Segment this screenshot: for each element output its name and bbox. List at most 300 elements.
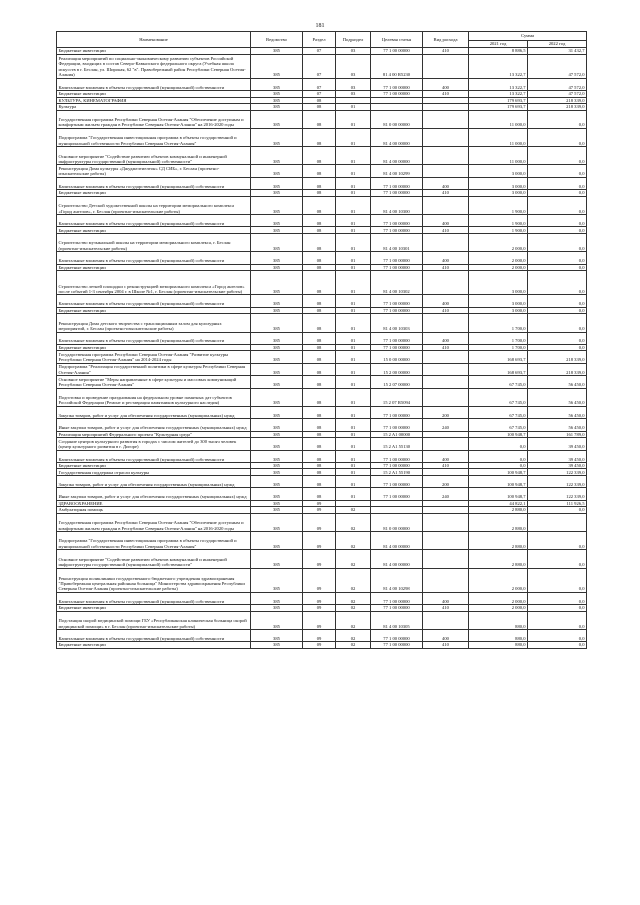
row-year-2: 122 339,0 [528,488,587,500]
row-csr: 81 4 00 10299 [371,165,423,177]
row-razdel: 08 [303,97,336,104]
row-name: Бюджетные инвестиции [57,48,251,55]
row-razdel: 07 [303,48,336,55]
row-ved: 385 [251,475,303,487]
row-razdel: 09 [303,642,336,649]
row-podrazdel: 01 [336,438,371,450]
row-razdel: 08 [303,462,336,469]
row-vr [423,351,469,363]
row-ved: 385 [251,271,303,295]
table-row [57,147,587,165]
row-vr: 410 [423,462,469,469]
row-csr: 77 1 00 00000 [371,227,423,234]
table-row [57,314,587,332]
row-ved: 385 [251,500,303,507]
row-vr: 410 [423,605,469,612]
row-ved: 385 [251,48,303,55]
row-vr [423,438,469,450]
table-row [57,419,587,431]
table-row [57,642,587,649]
row-vr [423,532,469,550]
row-csr: 77 1 00 00000 [371,190,423,197]
table-row [57,629,587,641]
row-year-1: 3 000,0 [469,295,528,307]
row-ved: 385 [251,469,303,476]
row-razdel: 08 [303,388,336,406]
row-razdel: 08 [303,104,336,111]
row-year-1: 880,0 [469,629,528,641]
row-year-1: 2 000,0 [469,568,528,592]
row-ved: 385 [251,97,303,104]
row-name: Закупка товаров, работ и услуг для обеспечения государственных (муниципальных) нужд [57,475,251,487]
row-year-1: 100 948,7 [469,431,528,438]
row-ved: 385 [251,295,303,307]
row-year-1: 2 000,0 [469,605,528,612]
row-razdel: 08 [303,196,336,214]
table-row [57,406,587,418]
row-razdel: 08 [303,233,336,251]
row-podrazdel: 02 [336,642,371,649]
row-year-2: 47 572,0 [528,78,587,90]
row-year-2: 0,0 [528,314,587,332]
table-row [57,351,587,363]
row-ved: 385 [251,196,303,214]
row-razdel: 09 [303,507,336,514]
row-year-2: 218 339,0 [528,351,587,363]
row-name: Капитальные вложения в объекты государственной (муниципальной) собственности [57,629,251,641]
row-name: Реализация мероприятий по социально-экономическому развитию субъектов Российской Федерации, входящих в состав Северо-Кавказского федерального округа (Учебная школа искусств в г. Беслан, ул. Широкая, 62 "в". Правобережный район Республики Северная Осетия-Алания) [57,54,251,78]
row-year-2: 0,0 [528,611,587,629]
row-razdel: 08 [303,295,336,307]
row-vr [423,147,469,165]
row-ved: 385 [251,128,303,146]
row-vr: 410 [423,264,469,271]
row-year-1: 3 000,0 [469,307,528,314]
row-year-1: 3 000,0 [469,190,528,197]
row-ved: 385 [251,165,303,177]
row-vr: 410 [423,227,469,234]
row-name: Подстанция скорой медицинской помощи ГБУ «Республиканская клиническая больница скорой медицинской помощи» в г. Беслан (проектно-изыскательские работы) [57,611,251,629]
row-year-2: 47 572,0 [528,54,587,78]
row-year-1: 13 322,7 [469,78,528,90]
row-ved: 385 [251,450,303,462]
row-ved: 385 [251,363,303,375]
row-name: Капитальные вложения в объекты государственной (муниципальной) собственности [57,78,251,90]
row-year-2: 0,0 [528,550,587,568]
row-csr: 77 1 00 00000 [371,295,423,307]
row-podrazdel: 01 [336,165,371,177]
row-name: Капитальные вложения в объекты государственной (муниципальной) собственности [57,252,251,264]
row-csr: 15 2 A1 00000 [371,431,423,438]
row-ved: 385 [251,104,303,111]
row-razdel: 09 [303,611,336,629]
row-year-1: 0,0 [469,450,528,462]
row-name: Бюджетные инвестиции [57,264,251,271]
row-podrazdel: 03 [336,54,371,78]
header-vr: Вид расхода [423,32,469,48]
row-vr [423,376,469,388]
table-row [57,532,587,550]
row-year-1: 11 000,0 [469,128,528,146]
row-year-1: 1 700,0 [469,344,528,351]
row-year-1: 1 900,0 [469,227,528,234]
row-name: Подпрограмма "Государственная инвестиционная программа в объекты государственной и муниципальной собственности Республики Северная Осетия-Алания" [57,532,251,550]
row-razdel: 09 [303,629,336,641]
row-name: Реконструкция поликлиники государственного бюджетного учреждения здравоохранения "Правобережная центральная районная больница" Министерства здравоохранения Республики Северная Осетия-Алания (проектно-изыскательские работы) [57,568,251,592]
row-csr: 77 1 00 00000 [371,488,423,500]
row-year-2: 56 450,0 [528,406,587,418]
row-ved: 385 [251,227,303,234]
row-podrazdel: 01 [336,196,371,214]
row-ved: 385 [251,91,303,98]
row-name: КУЛЬТУРА, КИНЕМАТОГРАФИЯ [57,97,251,104]
row-name: Строительство Детской художественной школы на территории мемориального комплекса «Город ангелов», г. Беслан (проектно-изыскательские работы) [57,196,251,214]
row-year-2: 218 339,0 [528,97,587,104]
row-ved: 385 [251,54,303,78]
row-podrazdel: 01 [336,233,371,251]
row-name: Капитальные вложения в объекты государственной (муниципальной) собственности [57,450,251,462]
row-year-2: 0,0 [528,177,587,189]
row-year-2: 0,0 [528,264,587,271]
row-ved: 385 [251,513,303,531]
row-vr: 400 [423,450,469,462]
row-razdel: 08 [303,344,336,351]
row-podrazdel: 01 [336,271,371,295]
row-year-2: 0,0 [528,252,587,264]
row-podrazdel: 01 [336,462,371,469]
row-year-1: 2 000,0 [469,592,528,604]
row-year-1: 8 886,5 [469,48,528,55]
row-year-2: 0,0 [528,233,587,251]
row-year-1: 1 900,0 [469,215,528,227]
row-podrazdel: 01 [336,307,371,314]
row-year-2: 0,0 [528,215,587,227]
row-razdel: 08 [303,363,336,375]
row-year-1: 0,0 [469,438,528,450]
row-name: Реконструкция Дома культуры «Джуджелтиелеон» СД СИБ», г. Беслан (проектно-изыскательские работы) [57,165,251,177]
row-podrazdel: 01 [336,252,371,264]
row-year-2: 0,0 [528,295,587,307]
row-ved: 385 [251,611,303,629]
row-name: Иные закупки товаров, работ и услуг для обеспечения государственных (муниципальных) нужд [57,488,251,500]
row-razdel: 08 [303,376,336,388]
row-podrazdel: 02 [336,550,371,568]
row-csr: 77 1 00 00000 [371,406,423,418]
row-name: Бюджетные инвестиции [57,307,251,314]
row-ved: 385 [251,419,303,431]
row-vr: 410 [423,48,469,55]
table-row [57,271,587,295]
row-csr: 77 1 00 00000 [371,642,423,649]
row-razdel: 09 [303,500,336,507]
row-year-1: 179 693,7 [469,97,528,104]
row-razdel: 08 [303,264,336,271]
row-vr: 200 [423,475,469,487]
row-csr: 81 4 00 10305 [371,611,423,629]
row-ved: 385 [251,532,303,550]
row-year-2: 0,0 [528,642,587,649]
row-name: Реконструкция Дома детского творчества с трансляционным залом для культурных мероприятий, г. Беслан (проектно-изыскательские работы) [57,314,251,332]
row-vr: 400 [423,295,469,307]
row-csr: 81 0 00 00000 [371,513,423,531]
row-year-2: 47 572,0 [528,91,587,98]
row-csr: 77 1 00 00000 [371,215,423,227]
row-ved: 385 [251,314,303,332]
row-name: Капитальные вложения в объекты государственной (муниципальной) собственности [57,332,251,344]
row-ved: 385 [251,462,303,469]
row-ved: 385 [251,568,303,592]
row-year-2: 122 339,0 [528,469,587,476]
row-vr: 240 [423,488,469,500]
row-csr: 81 4 00 00000 [371,550,423,568]
row-vr [423,165,469,177]
row-podrazdel: 02 [336,507,371,514]
row-name: Бюджетные инвестиции [57,344,251,351]
row-year-1: 168 693,7 [469,363,528,375]
row-ved: 385 [251,147,303,165]
row-razdel: 08 [303,165,336,177]
row-razdel: 08 [303,227,336,234]
row-year-1: 2 880,0 [469,513,528,531]
row-razdel: 09 [303,568,336,592]
row-razdel: 08 [303,431,336,438]
row-year-1: 13 322,7 [469,91,528,98]
row-vr: 200 [423,406,469,418]
table-row [57,611,587,629]
row-ved: 385 [251,388,303,406]
row-year-2: 0,0 [528,532,587,550]
row-year-2: 0,0 [528,196,587,214]
row-name: Строительство летней площадки с реконструкцией мемориального комплекса «Город ангелов» после событий 1-3 сентября 2004 г. в Школе №1, г. Беслан (проектно-изыскательские работы) [57,271,251,295]
row-ved: 385 [251,406,303,418]
table-row [57,592,587,604]
row-csr: 77 1 00 00000 [371,450,423,462]
row-vr: 410 [423,307,469,314]
row-podrazdel: 01 [336,128,371,146]
row-year-2: 31 432,7 [528,48,587,55]
row-year-2: 56 450,0 [528,388,587,406]
row-csr: 77 1 00 00000 [371,419,423,431]
row-year-1: 880,0 [469,642,528,649]
row-name: Иные закупки товаров, работ и услуг для обеспечения государственных (муниципальных) нужд [57,419,251,431]
row-name: Государственная программа Республики Северная Осетия-Алания "Обеспечение доступным и комфортным жильем граждан в Республике Северная Осетия-Алания" на 2016-2020 годы [57,513,251,531]
row-ved: 385 [251,110,303,128]
row-csr: 81 4 00 R5230 [371,54,423,78]
row-year-1: 2 880,0 [469,550,528,568]
row-csr: 81 0 00 00000 [371,110,423,128]
row-year-2: 161 789,0 [528,431,587,438]
table-row [57,110,587,128]
row-razdel: 08 [303,307,336,314]
row-csr: 77 1 00 00000 [371,592,423,604]
row-ved: 385 [251,629,303,641]
row-name: Подпрограмма "Государственная инвестиционная программа в объекты государственной и муниципальной собственности Республики Северная Осетия-Алания" [57,128,251,146]
row-podrazdel: 01 [336,332,371,344]
row-year-1: 179 693,7 [469,104,528,111]
row-csr: 77 1 00 00000 [371,252,423,264]
row-ved: 385 [251,488,303,500]
row-ved: 385 [251,190,303,197]
table-row [57,450,587,462]
row-year-2: 56 450,0 [528,419,587,431]
row-razdel: 08 [303,488,336,500]
row-podrazdel: 02 [336,611,371,629]
row-year-1: 3 000,0 [469,165,528,177]
row-razdel: 09 [303,592,336,604]
row-csr: 77 1 00 00000 [371,475,423,487]
row-vr: 400 [423,332,469,344]
row-podrazdel: 01 [336,110,371,128]
row-ved: 385 [251,264,303,271]
row-year-1: 11 000,0 [469,147,528,165]
row-razdel: 08 [303,406,336,418]
row-razdel: 08 [303,475,336,487]
row-vr: 400 [423,629,469,641]
row-csr: 81 4 00 10302 [371,271,423,295]
row-podrazdel: 01 [336,363,371,375]
row-vr [423,611,469,629]
row-year-2: 0,0 [528,227,587,234]
row-ved: 385 [251,78,303,90]
row-year-1: 2 000,0 [469,264,528,271]
row-vr [423,196,469,214]
table-row [57,376,587,388]
row-csr: 77 1 00 00000 [371,91,423,98]
row-vr: 410 [423,642,469,649]
row-year-1: 11 000,0 [469,110,528,128]
row-razdel: 08 [303,110,336,128]
row-csr: 15 2 A1 55190 [371,469,423,476]
row-razdel: 08 [303,147,336,165]
budget-table [56,31,587,649]
row-vr [423,110,469,128]
table-row [57,568,587,592]
row-podrazdel: 01 [336,376,371,388]
table-row [57,332,587,344]
row-podrazdel: 02 [336,592,371,604]
row-vr [423,388,469,406]
row-ved: 385 [251,332,303,344]
row-name: Капитальные вложения в объекты государственной (муниципальной) собственности [57,592,251,604]
row-csr: 77 1 00 00000 [371,78,423,90]
row-ved: 385 [251,215,303,227]
row-podrazdel: 01 [336,147,371,165]
row-year-1: 67 745,0 [469,388,528,406]
row-csr: 15 2 A1 55130 [371,438,423,450]
row-vr [423,513,469,531]
row-ved: 385 [251,376,303,388]
table-row [57,388,587,406]
table-row [57,475,587,487]
table-row [57,54,587,78]
row-ved: 385 [251,177,303,189]
row-ved: 385 [251,642,303,649]
row-razdel: 08 [303,419,336,431]
table-row [57,215,587,227]
table-row [57,550,587,568]
row-name: Бюджетные инвестиции [57,227,251,234]
row-podrazdel: 01 [336,475,371,487]
row-name: Капитальные вложения в объекты государственной (муниципальной) собственности [57,295,251,307]
row-podrazdel: 01 [336,388,371,406]
row-ved: 385 [251,233,303,251]
row-year-2: 0,0 [528,629,587,641]
row-name: Создание центров культурного развития в городах с числом жителей до 300 тысяч человек (центр культурного развития в г. Дигоре) [57,438,251,450]
table-row [57,488,587,500]
row-year-1: 168 693,7 [469,351,528,363]
row-year-2: 0,0 [528,165,587,177]
row-razdel: 09 [303,605,336,612]
row-name: Культура [57,104,251,111]
row-name: ЗДРАВООХРАНЕНИЕ [57,500,251,507]
table-row [57,196,587,214]
row-ved: 385 [251,351,303,363]
row-year-1: 13 322,7 [469,54,528,78]
page-number: 181 [315,23,325,29]
row-year-2 [528,513,587,531]
row-name: Государственная поддержка отрасли культуры [57,469,251,476]
table-body [57,48,587,649]
row-podrazdel: 01 [336,488,371,500]
row-csr: 81 4 00 00000 [371,532,423,550]
row-ved: 385 [251,431,303,438]
row-name: Капитальные вложения в объекты государственной (муниципальной) собственности [57,177,251,189]
row-csr: 81 4 00 10301 [371,233,423,251]
row-year-2: 39 450,0 [528,438,587,450]
row-name: Основное мероприятие "Содействие развитию объектов коммунальной и инженерной инфраструктуры государственной (муниципальной) собственности" [57,550,251,568]
row-year-2: 0,0 [528,592,587,604]
row-year-1: 2 880,0 [469,532,528,550]
row-ved: 385 [251,550,303,568]
row-csr: 81 4 00 10298 [371,568,423,592]
row-podrazdel: 02 [336,605,371,612]
row-vr [423,233,469,251]
row-name: Государственная программа Республики Северная Осетия-Алания "Обеспечение доступным и комфортным жильем граждан в Республике Северная Осетия-Алания" на 2016-2020 годы [57,110,251,128]
row-razdel: 08 [303,177,336,189]
row-vr [423,550,469,568]
table-row [57,363,587,375]
row-csr: 81 4 00 10300 [371,196,423,214]
row-year-1: 100 948,7 [469,469,528,476]
row-year-2: 39 450,0 [528,450,587,462]
row-podrazdel: 01 [336,215,371,227]
table-row [57,513,587,531]
row-year-1: 3 000,0 [469,271,528,295]
row-vr: 400 [423,252,469,264]
row-ved: 385 [251,605,303,612]
row-razdel: 08 [303,271,336,295]
row-year-1: 67 745,0 [469,406,528,418]
row-podrazdel: 01 [336,177,371,189]
row-csr: 77 1 00 00000 [371,344,423,351]
row-vr: 410 [423,344,469,351]
table-header [57,32,587,48]
row-csr: 77 1 00 00000 [371,264,423,271]
row-name: Строительство музыкальной школы на территории мемориального комплекса, г. Беслан (проектно-изыскательские работы) [57,233,251,251]
row-csr: 81 4 00 00000 [371,128,423,146]
row-razdel: 08 [303,190,336,197]
row-name: Реализация мероприятий Федерального проекта "Культурная среда" [57,431,251,438]
row-year-2: 218 339,0 [528,363,587,375]
table-row [57,177,587,189]
row-year-1: 100 948,7 [469,488,528,500]
row-podrazdel: 01 [336,344,371,351]
row-csr: 15 2 07 00000 [371,376,423,388]
row-podrazdel: 03 [336,48,371,55]
row-csr: 77 1 00 00000 [371,629,423,641]
row-razdel: 09 [303,513,336,531]
row-razdel: 08 [303,252,336,264]
